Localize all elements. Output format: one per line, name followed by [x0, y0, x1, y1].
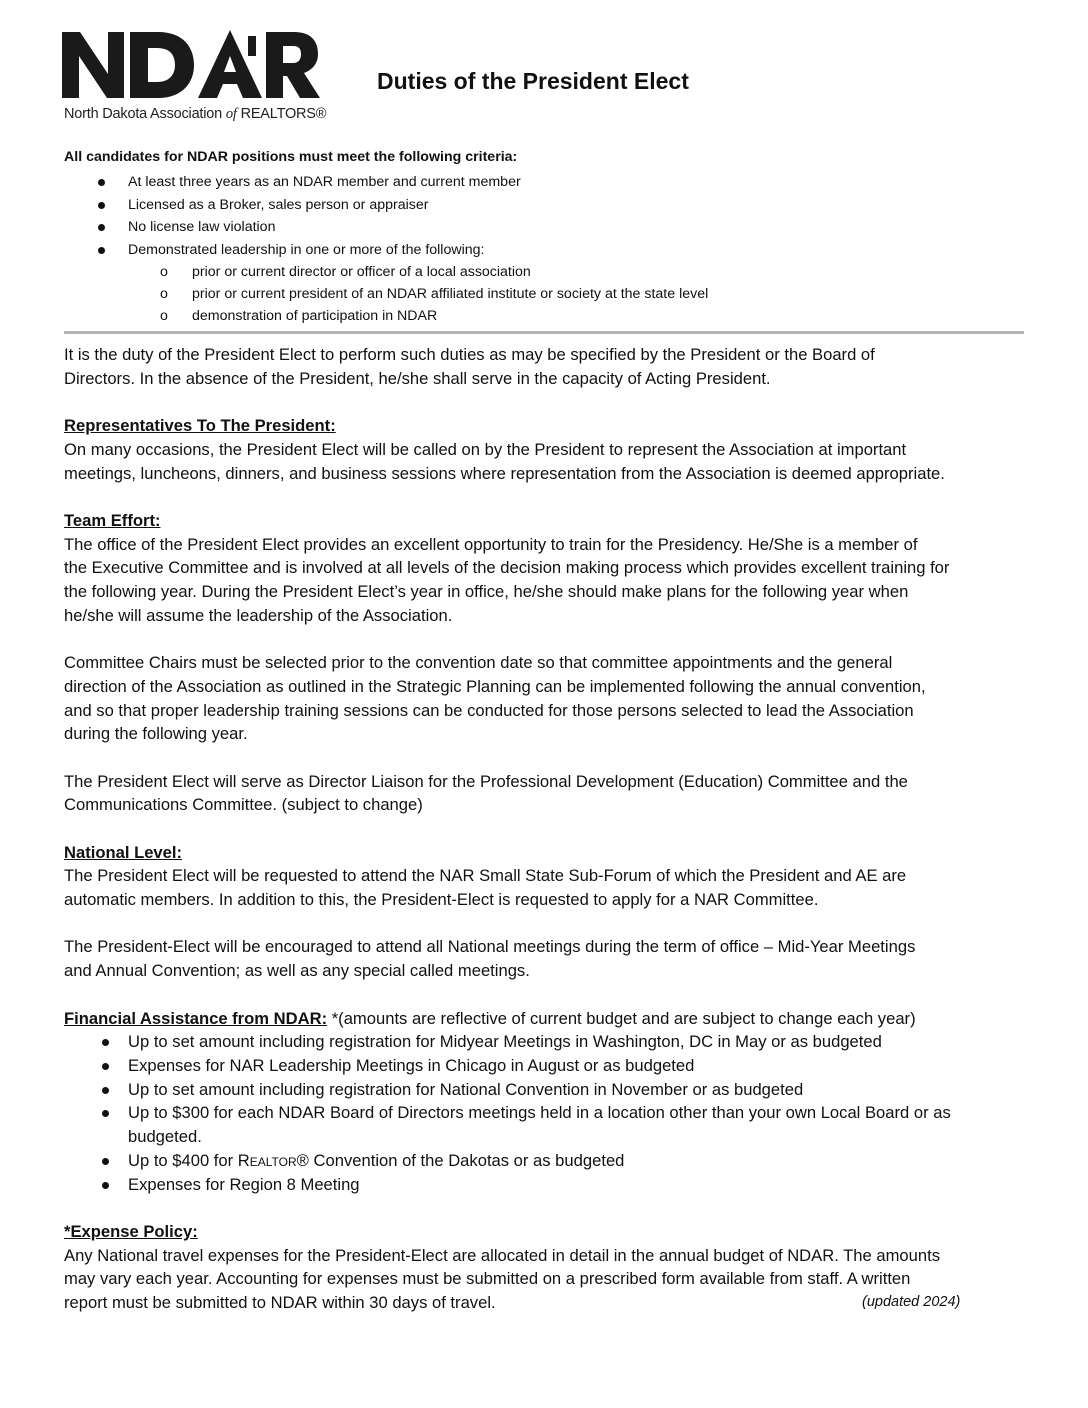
bullet-icon	[102, 1063, 109, 1070]
bullet-icon	[98, 224, 105, 231]
list-item: At least three years as an NDAR member and current member	[64, 171, 1024, 194]
ndar-logo	[60, 28, 330, 126]
paragraph-line: Committee Chairs must be selected prior to the convention date so that committee appointments and the general	[64, 653, 893, 673]
list-item: Demonstrated leadership in one or more of the following:	[64, 239, 1024, 262]
logo-subtitle: North Dakota Association of REALTORS®	[64, 106, 327, 122]
bullet-icon	[102, 1182, 109, 1189]
intro-line: Directors. In the absence of the President, he/she shall serve in the capacity of Acting President.	[64, 368, 771, 388]
paragraph-line: he/she will assume the leadership of the Association.	[64, 605, 453, 625]
bullet-icon	[102, 1039, 109, 1046]
paragraph-line: Communications Committee. (subject to change)	[64, 795, 423, 815]
paragraph-line: The President Elect will serve as Director Liaison for the Professional Development (Education) Committee and the	[64, 771, 908, 791]
criteria-list	[64, 171, 1024, 261]
circle-bullet-icon: o	[160, 286, 168, 303]
list-item: Up to $300 for each NDAR Board of Directors meetings held in a location other than your own Local Board or as	[64, 1101, 1034, 1125]
paragraph-line: direction of the Association as outlined in the Strategic Planning can be implemented following the annual convention,	[64, 676, 926, 696]
bullet-icon	[102, 1110, 109, 1117]
section-heading-team-effort: Team Effort:	[64, 510, 161, 530]
ndar-logo-mark	[60, 28, 322, 100]
updated-note: (updated 2024)	[862, 1294, 961, 1310]
paragraph-line: the following year. During the President Elect’s year in office, he/she should make plans for the following year when	[64, 582, 909, 601]
list-item: Expenses for NAR Leadership Meetings in Chicago in August or as budgeted	[64, 1054, 1034, 1078]
document-body	[64, 343, 1034, 1315]
paragraph-line: report must be submitted to NDAR within 30 days of travel. (updated 2024)	[64, 1291, 1034, 1315]
section-heading-national-level: National Level:	[64, 842, 183, 862]
criteria-section	[64, 149, 1024, 328]
paragraph-line: The President-Elect will be encouraged to attend all National meetings during the term of office – Mid-Year Meetings	[64, 937, 916, 957]
bullet-icon	[98, 247, 105, 254]
section-heading-expense-policy: *Expense Policy:	[64, 1221, 198, 1241]
sub-list-item: o prior or current president of an NDAR affiliated institute or society at the state level	[64, 283, 1024, 305]
paragraph-line: Any National travel expenses for the President-Elect are allocated in detail in the annual budget of NDAR. The amounts	[64, 1245, 940, 1265]
sub-list-item: o demonstration of participation in NDAR	[64, 305, 1024, 327]
divider	[64, 331, 1024, 334]
list-item: Up to set amount including registration for Midyear Meetings in Washington, DC in May or as budgeted	[64, 1030, 1034, 1054]
sub-list-item: o prior or current director or officer of a local association	[64, 261, 1024, 283]
paragraph-line: meetings, luncheons, dinners, and business sessions where representation from the Association is deemed appropriate.	[64, 463, 945, 483]
financial-note: *(amounts are reflective of current budget and are subject to change each year)	[327, 1008, 916, 1028]
intro-line: It is the duty of the President Elect to perform such duties as may be specified by the President or the Board of	[64, 345, 875, 364]
paragraph-line: may vary each year. Accounting for expenses must be submitted on a prescribed form available from staff. A written	[64, 1269, 911, 1289]
financial-heading-line	[64, 1007, 1034, 1031]
circle-bullet-icon: o	[160, 308, 168, 325]
bullet-icon	[102, 1087, 109, 1094]
section-heading-financial: Financial Assistance from NDAR:	[64, 1008, 328, 1028]
criteria-lead: All candidates for NDAR positions must meet the following criteria:	[64, 149, 518, 165]
list-item: Up to set amount including registration for National Convention in November or as budgeted	[64, 1078, 1034, 1102]
section-heading-representatives: Representatives To The President:	[64, 416, 336, 436]
list-item: Licensed as a Broker, sales person or appraiser	[64, 194, 1024, 217]
bullet-icon	[98, 179, 105, 186]
circle-bullet-icon: o	[160, 264, 168, 280]
list-item-continuation: budgeted.	[128, 1127, 202, 1147]
financial-list	[64, 1030, 1034, 1196]
criteria-sub-list	[64, 261, 1024, 328]
paragraph-line: The President Elect will be requested to attend the NAR Small State Sub-Forum of which the President and AE are	[64, 866, 907, 886]
paragraph-line: On many occasions, the President Elect will be called on by the President to represent the Association at important	[64, 439, 907, 459]
page-title: Duties of the President Elect	[377, 68, 689, 94]
paragraph-line: and so that proper leadership training sessions can be conducted for those persons selected to lead the Association	[64, 700, 914, 720]
list-item: No license law violation	[64, 216, 1024, 239]
bullet-icon	[102, 1158, 109, 1165]
paragraph-line: automatic members. In addition to this, the President-Elect is requested to apply for a NAR Committee.	[64, 890, 819, 910]
paragraph-line: The office of the President Elect provides an excellent opportunity to train for the Presidency. He/She is a member of	[64, 534, 918, 554]
bullet-icon	[98, 202, 105, 209]
paragraph-line: the Executive Committee and is involved at all levels of the decision making process which provides excellent training for	[64, 558, 950, 578]
list-item: Up to $400 for Realtor® Convention of the Dakotas or as budgeted	[64, 1149, 1034, 1173]
paragraph-line: during the following year.	[64, 724, 248, 744]
list-item: Expenses for Region 8 Meeting	[64, 1173, 1034, 1197]
paragraph-line: and Annual Convention; as well as any special called meetings.	[64, 961, 530, 981]
